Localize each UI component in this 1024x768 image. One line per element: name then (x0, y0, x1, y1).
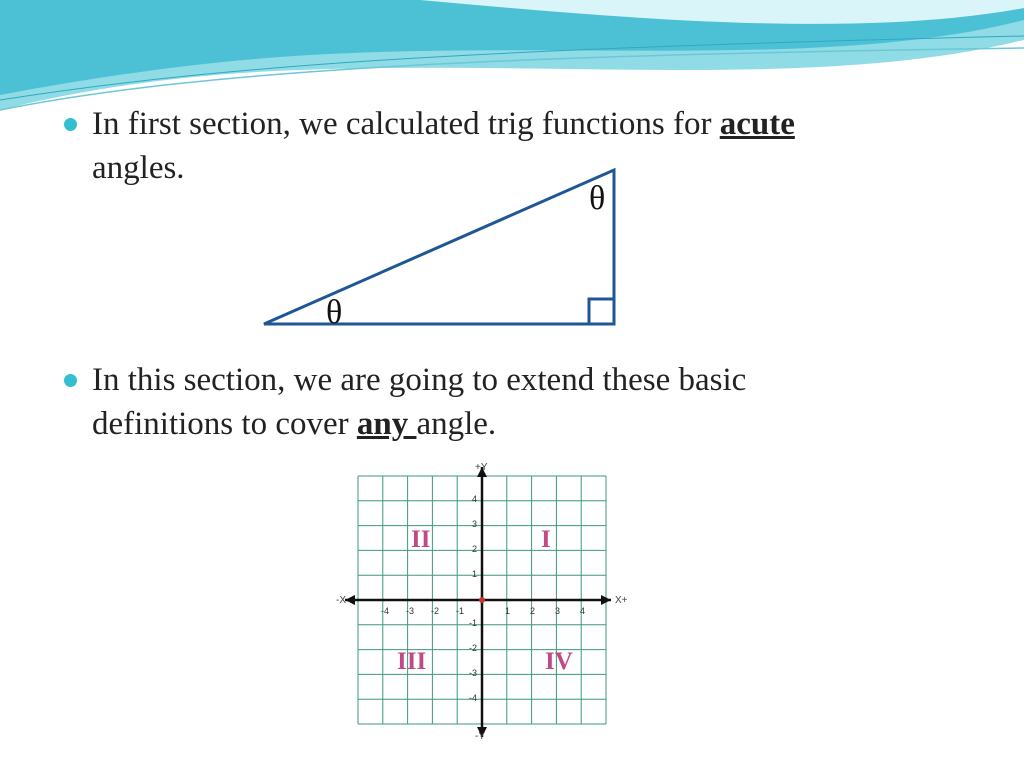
quadrant-2-label: II (411, 526, 431, 553)
y-tick: 3 (472, 519, 478, 529)
bullet-2-text: definitions to cover (92, 406, 357, 442)
right-angle-marker (589, 299, 614, 324)
y-tick: -1 (469, 618, 478, 628)
x-tick: -1 (456, 606, 465, 616)
bullet-dot-icon (64, 374, 77, 387)
quadrant-4-label: IV (545, 648, 573, 675)
bullet-acute-angles (92, 102, 972, 190)
x-negative-label: -X (336, 595, 346, 606)
bullet-any-angle (92, 358, 972, 446)
bullet-2-line1: In this section, we are going to extend these basic (92, 362, 747, 398)
x-tick: -3 (406, 606, 415, 616)
theta-label-bottom: θ (326, 294, 343, 331)
coordinate-grid (333, 461, 633, 745)
triangle-shape (264, 170, 614, 324)
x-axis-arrow-left-icon (345, 595, 355, 605)
y-tick: 1 (472, 569, 478, 579)
y-negative-label: -Y (475, 731, 485, 742)
y-tick: -2 (469, 643, 478, 653)
bullet-1-text: In first section, we calculated trig functions for (92, 106, 720, 142)
y-positive-label: +Y (475, 462, 488, 473)
quadrant-3-label: III (397, 648, 427, 675)
y-tick: 4 (472, 494, 478, 504)
bullet-1-bold: acute (719, 106, 795, 142)
bullet-dot-icon (64, 118, 77, 131)
theta-label-top: θ (589, 180, 606, 217)
y-tick: 2 (472, 544, 478, 554)
quadrant-1-label: I (541, 526, 551, 553)
x-tick: 2 (530, 606, 536, 616)
bullet-2-bold: any (356, 406, 417, 442)
bullet-1-line2: angles. (92, 150, 185, 186)
coordinate-plane (333, 461, 633, 745)
y-tick: -3 (469, 668, 478, 678)
x-positive-label: X+ (615, 595, 628, 606)
bullet-2-post: angle. (416, 406, 497, 442)
origin-point (479, 597, 485, 603)
x-tick: 3 (555, 606, 561, 616)
x-tick: -4 (381, 606, 390, 616)
x-tick: 4 (580, 606, 586, 616)
y-tick: -4 (469, 693, 478, 703)
x-tick: 1 (505, 606, 511, 616)
x-tick: -2 (431, 606, 440, 616)
